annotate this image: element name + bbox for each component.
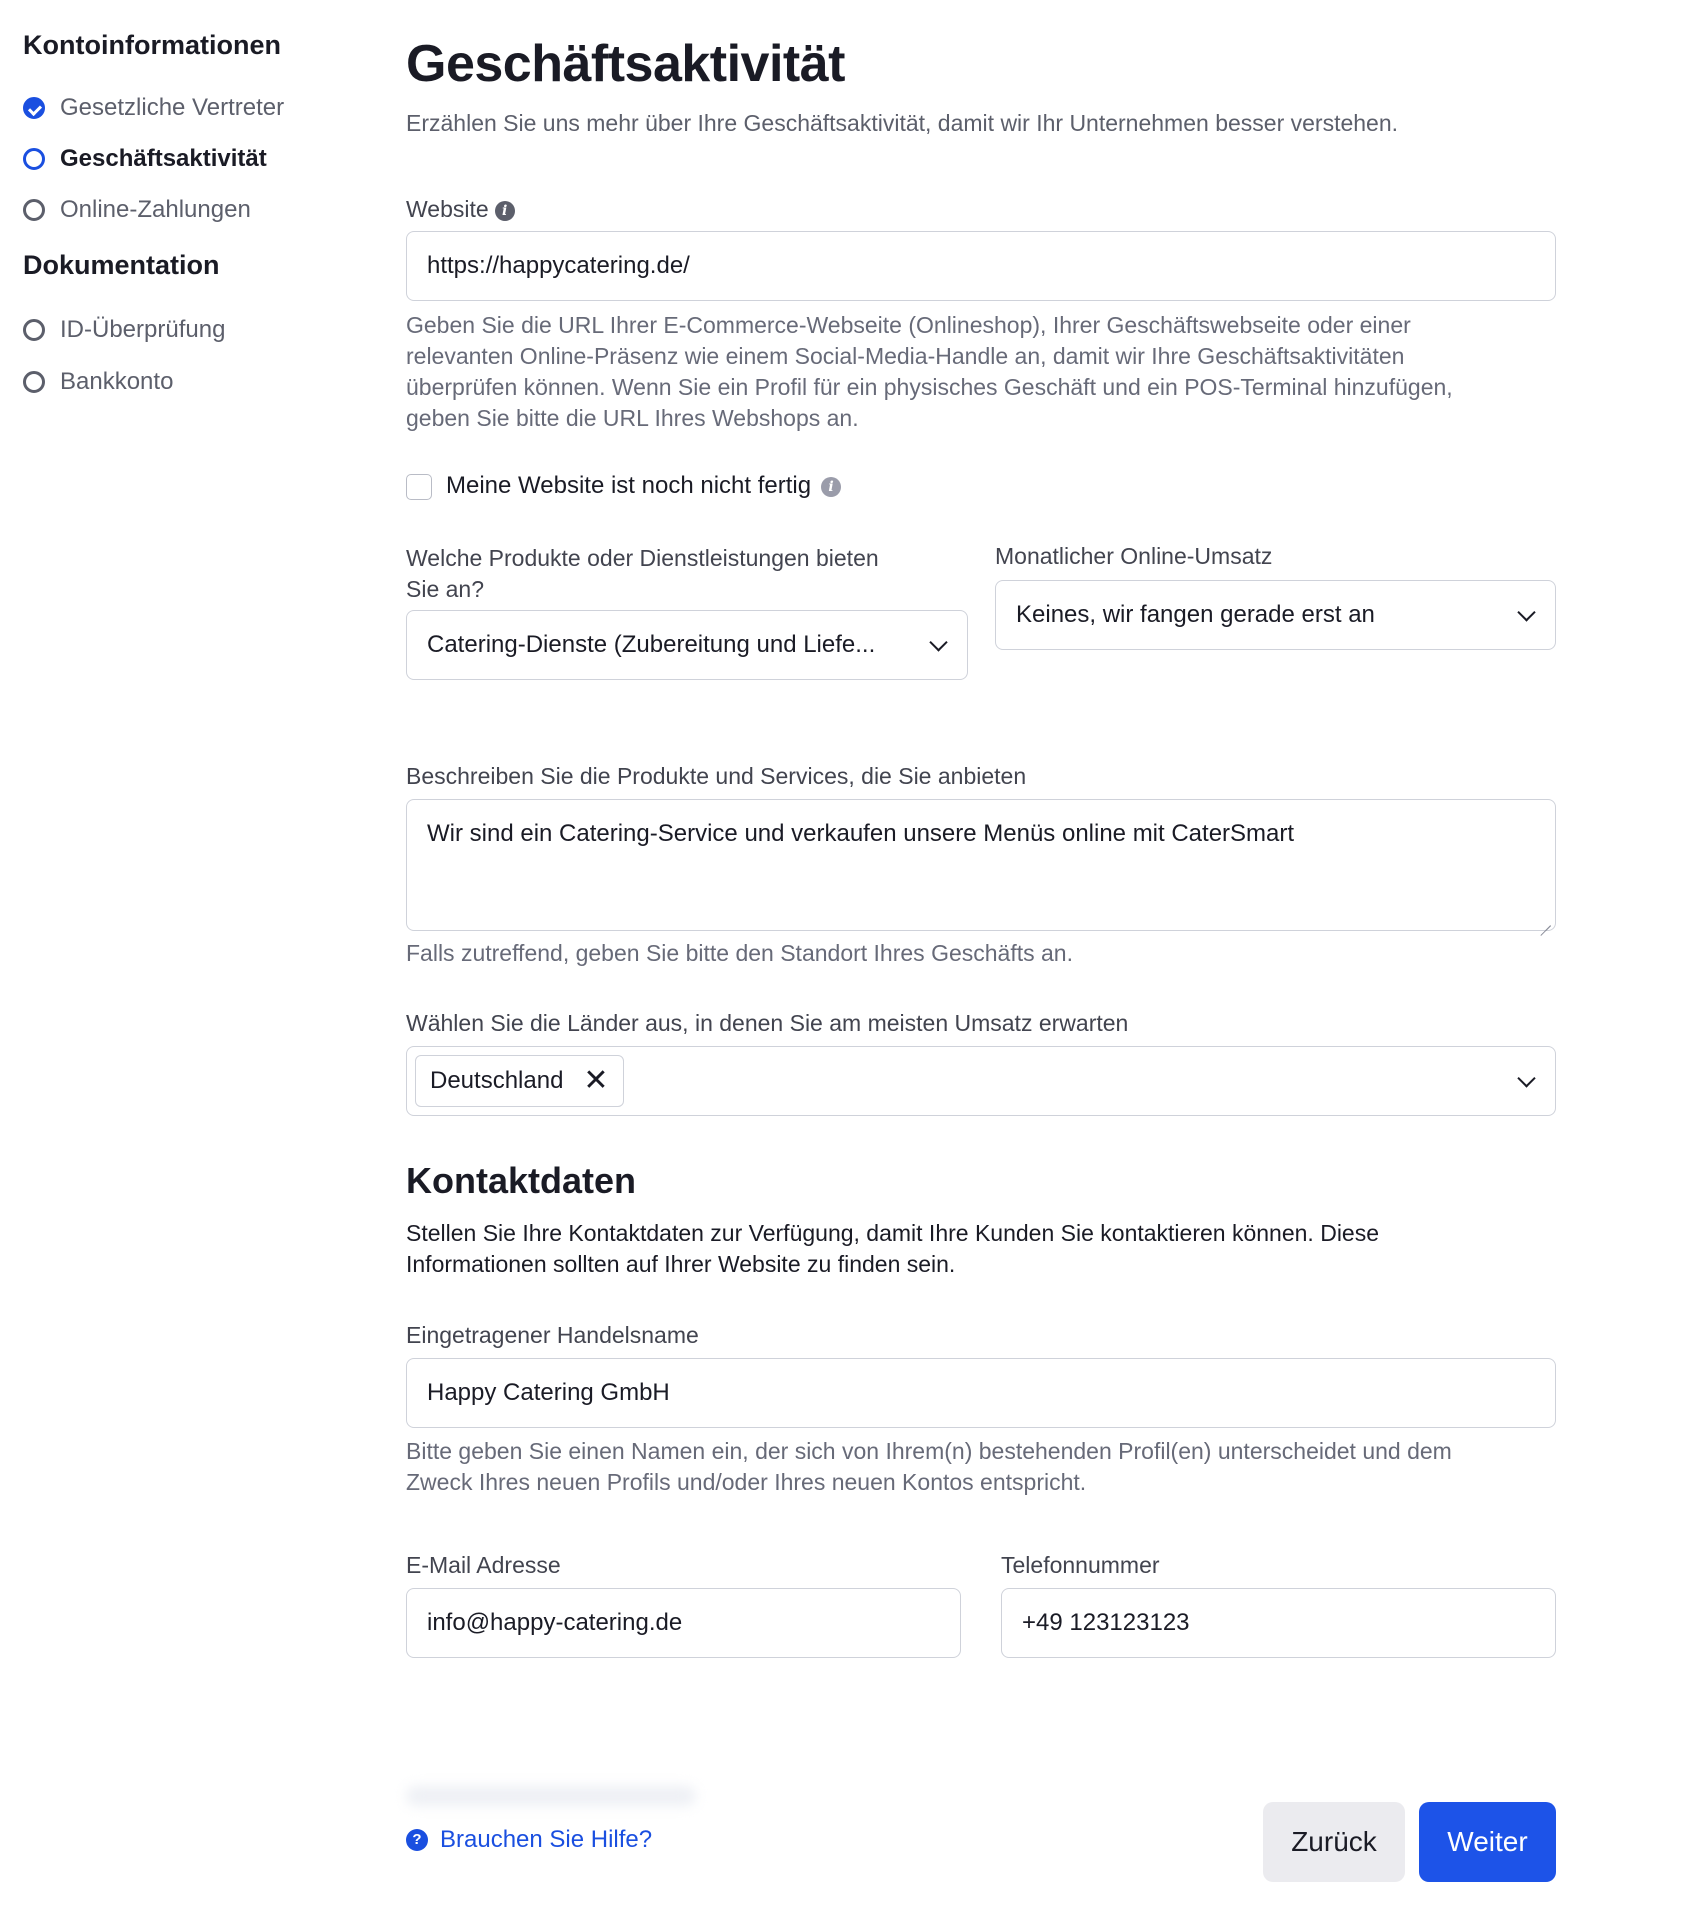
website-input-value: https://happycatering.de/	[427, 252, 690, 279]
revenue-select[interactable]	[995, 580, 1556, 650]
sidebar-section-account-info: Kontoinformationen	[23, 30, 281, 60]
trade-name-label: Eingetragener Handelsname	[406, 1322, 699, 1348]
sidebar-section-documentation: Dokumentation	[23, 250, 220, 280]
trade-name-help-line: Bitte geben Sie einen Namen ein, der sich von Ihrem(n) bestehenden Profil(en) unterscheidet und dem	[406, 1438, 1452, 1464]
website-help-text	[406, 310, 1566, 434]
contact-description	[406, 1218, 1566, 1280]
page-subtitle: Erzählen Sie uns mehr über Ihre Geschäftsaktivität, damit wir Ihr Unternehmen besser verstehen.	[406, 110, 1399, 136]
empty-circle-icon	[23, 319, 45, 341]
next-button[interactable]: Weiter	[1419, 1802, 1556, 1882]
trade-name-input-value: Happy Catering GmbH	[427, 1379, 670, 1406]
products-select[interactable]	[406, 610, 968, 680]
back-button[interactable]: Zurück	[1263, 1802, 1405, 1882]
empty-circle-icon	[23, 199, 45, 221]
help-link[interactable]	[406, 1826, 652, 1854]
website-help-line: geben Sie bitte die URL Ihres Webshops an.	[406, 405, 859, 431]
website-help-line: Geben Sie die URL Ihrer E-Commerce-Webseite (Onlineshop), Ihrer Geschäftswebseite oder einer	[406, 312, 1411, 338]
website-help-line: relevanten Online-Präsenz wie einem Social-Media-Handle an, damit wir Ihre Geschäftsaktivitäten	[406, 343, 1405, 369]
phone-label: Telefonnummer	[1001, 1552, 1160, 1578]
sidebar-step-business-activity[interactable]	[23, 145, 267, 173]
description-label: Beschreiben Sie die Produkte und Services, die Sie anbieten	[406, 763, 1027, 789]
email-field[interactable]	[406, 1588, 961, 1658]
website-label	[406, 196, 515, 223]
website-not-ready-text: Meine Website ist noch nicht fertig	[446, 472, 812, 499]
country-chip-label: Deutschland	[430, 1067, 564, 1094]
products-label-line: Welche Produkte oder Dienstleistungen bieten	[406, 545, 879, 571]
website-label-text: Website	[406, 196, 489, 222]
email-field-value: info@happy-catering.de	[427, 1609, 683, 1636]
website-input[interactable]	[406, 231, 1556, 301]
products-label-line: Sie an?	[406, 576, 485, 602]
revenue-select-value: Keines, wir fangen gerade erst an	[1016, 601, 1375, 628]
sidebar-step-online-payments[interactable]	[23, 196, 251, 224]
sidebar-step-label: Online-Zahlungen	[60, 196, 251, 223]
phone-field-value: +49 123123123	[1022, 1609, 1190, 1636]
blurred-background-content	[406, 1786, 696, 1806]
active-circle-icon	[23, 148, 45, 170]
email-label: E-Mail Adresse	[406, 1552, 561, 1578]
empty-circle-icon	[23, 371, 45, 393]
contact-description-line: Stellen Sie Ihre Kontaktdaten zur Verfügung, damit Ihre Kunden Sie kontaktieren können. Diese	[406, 1220, 1380, 1246]
products-select-value: Catering-Dienste (Zubereitung und Liefe...	[427, 631, 876, 658]
website-not-ready-label	[446, 472, 841, 500]
chevron-down-icon	[1517, 603, 1535, 621]
trade-name-help-text	[406, 1436, 1576, 1498]
products-label	[406, 543, 879, 605]
page-title: Geschäftsaktivität	[406, 35, 845, 93]
chevron-down-icon	[929, 633, 947, 651]
countries-label: Wählen Sie die Länder aus, in denen Sie am meisten Umsatz erwarten	[406, 1010, 1129, 1036]
revenue-label: Monatlicher Online-Umsatz	[995, 543, 1273, 569]
question-icon: ?	[406, 1829, 428, 1851]
website-help-line: überprüfen können. Wenn Sie ein Profil für ein physisches Geschäft und ein POS-Terminal hinzufügen,	[406, 374, 1453, 400]
close-icon[interactable]: ✕	[583, 1064, 609, 1097]
country-chip	[415, 1055, 624, 1107]
sidebar-step-bank-account[interactable]	[23, 368, 173, 396]
countries-multiselect[interactable]	[406, 1046, 1556, 1116]
trade-name-help-line: Zweck Ihres neuen Profils und/oder Ihres neuen Kontos entspricht.	[406, 1469, 1087, 1495]
sidebar-step-id-verification[interactable]	[23, 316, 225, 344]
info-icon[interactable]: i	[821, 477, 841, 497]
trade-name-input[interactable]	[406, 1358, 1556, 1428]
description-textarea[interactable]	[406, 799, 1556, 931]
sidebar-step-label: Gesetzliche Vertreter	[60, 94, 285, 121]
phone-field[interactable]	[1001, 1588, 1556, 1658]
check-circle-icon	[23, 97, 45, 119]
contact-description-line: Informationen sollten auf Ihrer Website zu finden sein.	[406, 1251, 956, 1277]
sidebar-step-label: Bankkonto	[60, 368, 174, 395]
website-not-ready-checkbox[interactable]	[406, 474, 432, 500]
sidebar-step-label: Geschäftsaktivität	[60, 145, 267, 172]
resize-handle-icon[interactable]	[1541, 916, 1551, 926]
info-icon[interactable]: i	[495, 201, 515, 221]
sidebar-step-label: ID-Überprüfung	[60, 316, 226, 343]
sidebar-step-legal-representatives[interactable]	[23, 94, 284, 122]
contact-section-title: Kontaktdaten	[406, 1160, 637, 1201]
help-link-label: Brauchen Sie Hilfe?	[440, 1826, 653, 1853]
chevron-down-icon	[1517, 1069, 1535, 1087]
description-textarea-value: Wir sind ein Catering-Service und verkaufen unsere Menüs online mit CaterSmart	[427, 820, 1295, 847]
description-help-text: Falls zutreffend, geben Sie bitte den Standort Ihres Geschäfts an.	[406, 940, 1073, 966]
